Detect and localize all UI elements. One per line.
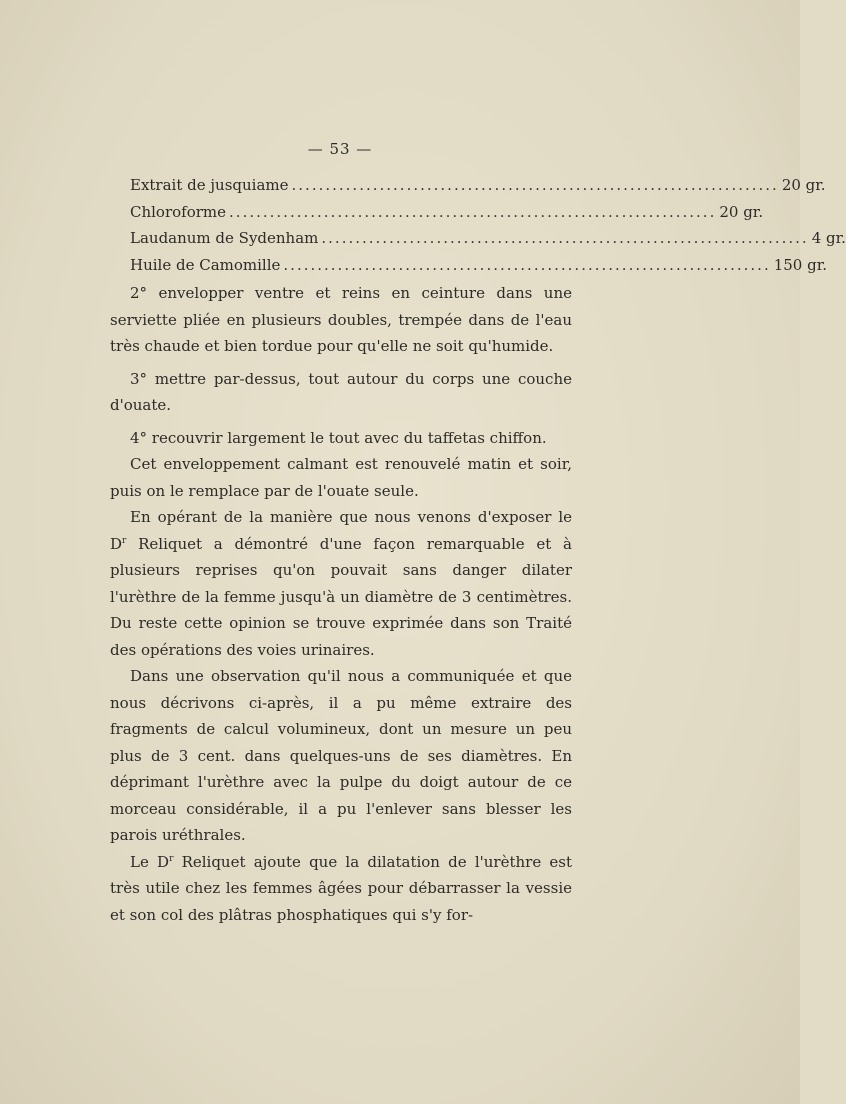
recipe-ingredient: Laudanum de Sydenham [130, 229, 319, 247]
paragraph-text: Reliquet ajoute que la dilatation de l'urèthre est très utile chez les femmes âgées pour débarrasser la vessie et son col des plâtras phosphatiques qui s'y for- [110, 852, 572, 924]
recipe-item [130, 252, 828, 279]
paragraph-text: Le D [130, 852, 170, 871]
paragraph-text: Reliquet a démontré d'une façon remarquable et à plusieurs reprises qu'on pouvait sans danger dilater l'urèthre de la femme jusqu'à un diamètre de 3 centimètres. Du reste cette opinion se trouve exprimée dans son Traité des opérations des voies urinaires. [110, 534, 572, 659]
recipe-ingredient: Chloroforme [130, 202, 227, 221]
paragraph-reliquet-ajoute [110, 849, 572, 929]
paragraph-reliquet-dilatation [110, 504, 572, 663]
leader-dots: ........................................................................ [283, 255, 771, 274]
recipe-item [130, 225, 846, 252]
paragraph-observation: Dans une observation qu'il nous a communiquée et que nous décrivons ci-après, il a pu même extraire des fragments de calcul volumineux, dont un mesure un peu plus de 3 cent. dans quelques-uns de ses diamètres. En déprimant l'urèthre avec la pulpe du doigt autour de ce morceau considérable, il a pu l'enlever sans blesser les parois uréthrales. [110, 667, 572, 844]
recipe-item [130, 172, 826, 199]
body-text [110, 280, 572, 928]
leader-dots: ........................................................................ [229, 202, 717, 221]
recipe-quantity: 20 gr. [781, 176, 826, 194]
paragraph-step-2: 2° envelopper ventre et reins en ceinture dans une serviette pliée en plusieurs doubles, trempée dans de l'eau très chaude et bien tordue pour qu'elle ne soit qu'humide. [110, 284, 572, 355]
page-number: — 53 — [307, 140, 373, 158]
superscript: r [122, 535, 127, 546]
recipe-ingredient: Extrait de jusquiame [130, 176, 289, 194]
leader-dots: ........................................................................ [321, 229, 809, 247]
recipe-quantity: 150 gr. [773, 255, 828, 274]
paragraph-step-3: 3° mettre par-dessus, tout autour du corps une couche d'ouate. [110, 369, 572, 414]
paragraph-step-4: 4° recouvrir largement le tout avec du taffetas chiffon. [130, 428, 547, 447]
recipe-ingredient: Huile de Camomille [130, 255, 281, 274]
superscript: r [169, 853, 174, 864]
recipe-list [130, 172, 846, 278]
recipe-item [130, 199, 764, 226]
paragraph-enveloppement: Cet enveloppement calmant est renouvelé matin et soir, puis on le remplace par de l'ouate seule. [110, 455, 572, 500]
paragraph-text: En opérant de la manière que nous venons d'exposer le D [110, 508, 572, 553]
recipe-quantity: 20 gr. [719, 202, 764, 221]
recipe-quantity: 4 gr. [811, 229, 846, 247]
leader-dots: ........................................................................ [291, 176, 779, 194]
